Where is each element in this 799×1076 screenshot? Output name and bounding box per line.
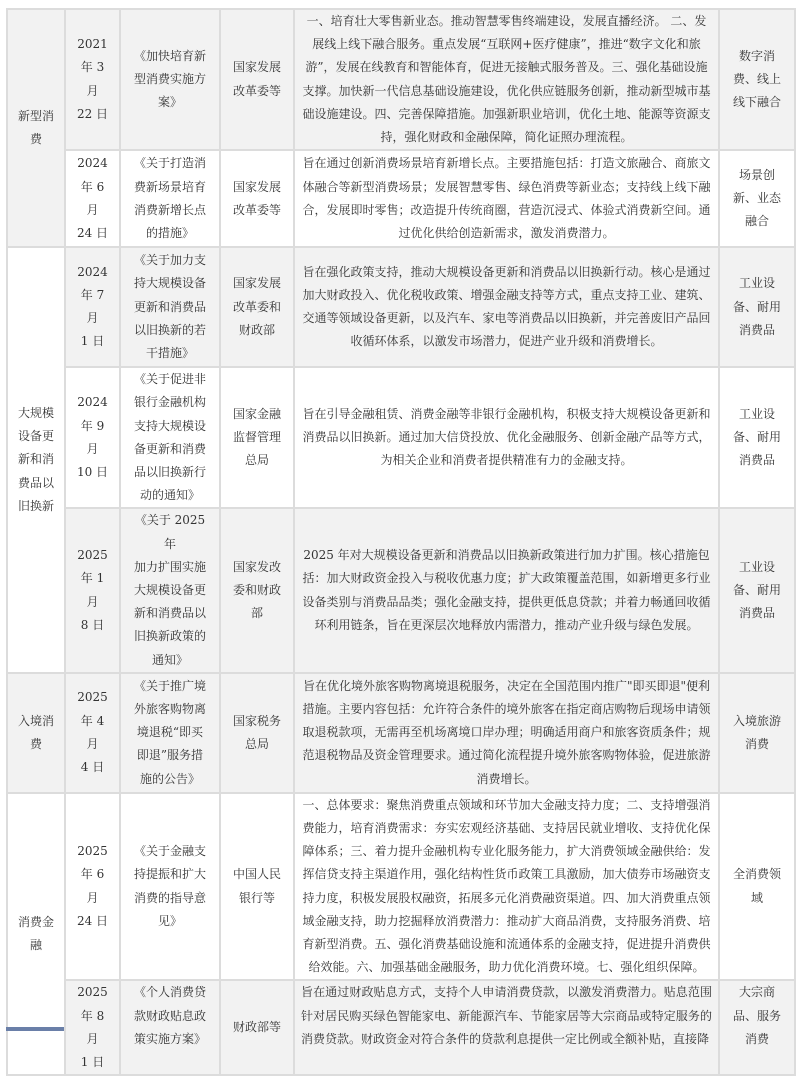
title-cell — [120, 9, 220, 150]
issuer-text: 部 — [250, 606, 263, 621]
title-text: 更新和消费品 — [133, 299, 206, 314]
table-row — [7, 980, 795, 1075]
title-text: 消费的指导意 — [133, 890, 206, 905]
title-text: 策实施方案》 — [133, 1031, 206, 1046]
table-row — [7, 793, 795, 981]
title-text: 消费新增长点 — [133, 202, 206, 217]
title-text: 型消费实施方 — [133, 72, 206, 86]
field-text: 大宗商 — [738, 985, 775, 1000]
content-cell: 一、培育壮大零售新业态。推动智慧零售终端建设，发展直播经济。 二、发展线上线下融合服务。重点发展“互联网+医疗健康”，推进“数字文化和旅游”，发展在线教育和智能体育，促进无接触式服务普及。三、强化基础设施支撑。加快新一代信息基础设施建设，优化供应链服务创新，推动新型城市基础设施建设。四、完善保障措施。加强新职业培训，优化土地、能源等资源支持，强化财政和金融保障，简化证照办理流程。 — [294, 9, 719, 150]
title-text: 款财政贴息政 — [133, 1008, 206, 1023]
date-text: 年 6 月 — [80, 867, 105, 905]
title-text: 《关于 2025 年 — [134, 513, 206, 551]
issuer-text: 国家发改 — [232, 559, 281, 574]
title-text: 案》 — [157, 95, 182, 110]
title-text: 施的公告》 — [139, 771, 200, 786]
content-cell: 一、总体要求：聚焦消费重点领域和环节加大金融支持力度；二、支持增强消费能力，培育消费需求：夯实宏观经济基础、支持居民就业增收、支持优化保障体系；三、着力提升金融机构专业化服务能力，扩大消费领域金融供给：发挥信贷支持主渠道作用，强化结构性货币政策工具激励，加大债券市场融资支持力度，积极发展股权融资，拓展多元化消费融资渠道。四、加大消费重点领域金融支持，助力挖掘释放消费潜力：推动扩大商品消费，支持服务消费、培育新型消费。五、强化消费基础设施和流通体系的金融支持，促进提升消费供给效能。六、加强基础金融服务，助力优化消费环境。七、强化组织保障。 — [294, 793, 719, 981]
content-cell: 旨在通过创新消费场景培育新增长点。主要措施包括：打造文旅融合、商旅文体融合等新型消费场景；发展智慧零售、绿色消费等新业态；支持线上线下融合，发展即时零售；改造提升传统商圈，营造沉浸式、体验式消费新空间。通过优化供给创造新需求，激发消费潜力。 — [294, 150, 719, 247]
field-text: 全消费领 — [732, 867, 781, 882]
issuer-text: 国家发展 — [232, 179, 281, 194]
issuer-text: 总局 — [244, 736, 269, 751]
title-text: 大规模设备更 — [133, 583, 206, 598]
title-text: 通知》 — [151, 652, 188, 667]
field-cell — [719, 247, 795, 367]
date-cell — [65, 980, 120, 1075]
field-cell — [719, 980, 795, 1075]
field-text: 消费 — [744, 1031, 769, 1046]
date-text: 4 日 — [80, 760, 105, 775]
policy-table — [6, 8, 796, 1076]
title-text: 《关于推广境 — [133, 678, 206, 693]
date-cell — [65, 793, 120, 981]
issuer-text: 国家发展 — [232, 276, 281, 291]
date-text: 2021 — [77, 37, 108, 52]
field-cell — [719, 367, 795, 508]
title-cell — [120, 793, 220, 981]
field-text: 工业设 — [738, 276, 775, 291]
table-row — [7, 150, 795, 247]
issuer-text: 改革委等 — [232, 202, 281, 217]
field-text: 工业设 — [738, 559, 775, 574]
table-row — [7, 673, 795, 793]
issuer-text: 国家税务 — [232, 713, 281, 728]
table-row — [7, 9, 795, 150]
field-cell — [719, 9, 795, 150]
title-text: 费新场景培育 — [133, 179, 206, 194]
title-text: 银行金融机构 — [133, 395, 206, 410]
issuer-text: 改革委和 — [232, 299, 281, 314]
title-cell — [120, 508, 220, 672]
date-text: 22 日 — [76, 106, 109, 121]
issuer-cell — [220, 247, 294, 367]
field-cell — [719, 793, 795, 981]
title-text: 《加快培育新 — [133, 48, 206, 63]
title-text: 加力扩围实施 — [133, 559, 206, 574]
date-text: 2025 — [77, 985, 108, 1000]
field-text: 工业设 — [738, 407, 775, 422]
date-text: 2024 — [77, 264, 108, 279]
title-text: 即退”服务措 — [136, 748, 204, 763]
category-cell — [7, 247, 65, 673]
title-text: 持大规模设备 — [133, 276, 206, 291]
date-text: 2024 — [77, 395, 108, 410]
table-row — [7, 247, 795, 367]
field-text: 消费品 — [738, 606, 775, 621]
issuer-text: 财政部等 — [232, 1020, 281, 1035]
content-cell: 旨在优化境外旅客购物离境退税服务，决定在全国范围内推广"即买即退"便利措施。主要内容包括：允许符合条件的境外旅客在指定商店购物后现场申请领取退税款项，无需再至机场离境口岸办理；明确适用商户和旅客资质条件；规范退税物品及资金管理要求。通过简化流程提升境外旅客购物体验，促进旅游消费增长。 — [294, 673, 719, 793]
title-text: 《个人消费贷 — [133, 985, 206, 1000]
date-text: 2025 — [77, 690, 108, 705]
issuer-text: 监督管理 — [232, 430, 281, 445]
field-text: 备、耐用 — [732, 583, 781, 598]
title-text: 旧换新政策的 — [133, 629, 206, 644]
title-text: 以旧换新的若 — [133, 322, 206, 337]
field-text: 域 — [750, 890, 763, 905]
title-cell — [120, 150, 220, 247]
field-text: 消费品 — [738, 453, 775, 468]
field-text: 费、线上 — [732, 72, 781, 86]
title-text: 备更新和消费 — [133, 441, 206, 456]
date-text: 24 日 — [76, 913, 109, 928]
date-text: 年 9 月 — [80, 418, 105, 456]
title-text: 外旅客购物离 — [133, 702, 206, 717]
issuer-text: 中国人民 — [232, 867, 281, 882]
table-row — [7, 367, 795, 508]
title-text: 干措施》 — [145, 346, 194, 361]
title-text: 《关于促进非 — [133, 372, 206, 387]
category-text: 旧换新 — [17, 498, 54, 513]
issuer-cell — [220, 673, 294, 793]
content-cell: 旨在通过财政贴息方式，支持个人申请消费贷款，以激发消费潜力。贴息范围针对居民购买绿色智能家电、新能源汽车、节能家居等大宗商品或特定服务的消费贷款。财政资金对符合条件的贷款利息提供一定比例或全额补贴，直接降 — [294, 980, 719, 1075]
date-text: 10 日 — [76, 465, 109, 480]
date-cell — [65, 247, 120, 367]
category-text: 新和消 — [17, 452, 54, 467]
title-cell — [120, 367, 220, 508]
date-text: 年 6 月 — [80, 179, 105, 217]
category-text: 新型消 — [17, 108, 54, 123]
issuer-text: 国家金融 — [232, 407, 281, 422]
issuer-cell — [220, 980, 294, 1075]
table-row — [7, 508, 795, 672]
date-text: 年 8 月 — [80, 1008, 105, 1046]
date-text: 年 3 月 — [80, 60, 105, 98]
field-text: 备、耐用 — [732, 430, 781, 445]
field-cell — [719, 508, 795, 672]
field-text: 融合 — [744, 214, 769, 229]
category-text: 设备更 — [17, 429, 54, 444]
issuer-cell — [220, 508, 294, 672]
field-cell — [719, 673, 795, 793]
category-text: 大规模 — [17, 406, 54, 421]
policy-table-container — [6, 8, 794, 1076]
category-cell — [7, 793, 65, 1075]
field-text: 消费 — [744, 736, 769, 751]
title-cell — [120, 247, 220, 367]
field-text: 线下融合 — [732, 95, 781, 110]
category-cell — [7, 673, 65, 793]
title-text: 《关于加力支 — [133, 253, 206, 268]
date-text: 1 日 — [80, 334, 105, 349]
title-text: 的措施》 — [145, 225, 194, 240]
category-text: 费品以 — [17, 475, 54, 490]
date-cell — [65, 150, 120, 247]
field-text: 数字消 — [738, 48, 775, 63]
content-cell: 旨在强化政策支持，推动大规模设备更新和消费品以旧换新行动。核心是通过加大财政投入、优化税收政策、增强金融支持等方式，重点支持工业、建筑、交通等领域设备更新，以及汽车、家电等消费品以旧换新，并完善废旧产品回收循环体系，以激发市场潜力，促进产业升级和消费增长。 — [294, 247, 719, 367]
date-text: 8 日 — [80, 617, 105, 632]
content-cell: 旨在引导金融租赁、消费金融等非银行金融机构，积极支持大规模设备更新和消费品以旧换新。通过加大信贷投放、优化金融服务、创新金融产品等方式，为相关企业和消费者提供精准有力的金融支持。 — [294, 367, 719, 508]
field-text: 新、业态 — [732, 191, 781, 206]
bottom-accent-bar — [6, 1027, 64, 1031]
field-cell — [719, 150, 795, 247]
title-text: 《关于打造消 — [133, 156, 206, 171]
title-text: 支持大规模设 — [133, 418, 206, 433]
title-cell — [120, 673, 220, 793]
date-text: 2024 — [77, 156, 108, 171]
field-text: 入境旅游 — [732, 713, 781, 728]
category-text: 入境消 — [17, 713, 54, 728]
date-text: 年 7 月 — [80, 288, 105, 326]
date-text: 2025 — [77, 844, 108, 859]
title-text: 持提振和扩大 — [133, 867, 206, 882]
category-text: 费 — [29, 736, 42, 751]
title-text: 境退税“即买 — [136, 725, 204, 740]
content-cell: 2025 年对大规模设备更新和消费品以旧换新政策进行加力扩围。核心措施包括：加大财政资金投入与税收优惠力度；扩大政策覆盖范围，如新增更多行业设备类别与消费品品类；强化金融支持，提供更低息贷款；并着力畅通回收循环利用链条，旨在更深层次地释放内需潜力，推动产业升级与绿色发展。 — [294, 508, 719, 672]
title-text: 动的通知》 — [139, 488, 200, 503]
date-text: 年 1 月 — [80, 571, 105, 609]
title-text: 见》 — [157, 913, 182, 928]
title-cell — [120, 980, 220, 1075]
issuer-text: 总局 — [244, 453, 269, 468]
issuer-cell — [220, 367, 294, 508]
title-text: 《关于金融支 — [133, 844, 206, 859]
field-text: 品、服务 — [732, 1008, 781, 1023]
date-cell — [65, 367, 120, 508]
issuer-text: 银行等 — [238, 890, 275, 905]
category-text: 消费金 — [17, 914, 54, 929]
date-text: 24 日 — [76, 225, 109, 240]
date-cell — [65, 508, 120, 672]
field-text: 备、耐用 — [732, 299, 781, 314]
date-text: 1 日 — [80, 1055, 105, 1070]
issuer-text: 国家发展 — [232, 60, 281, 75]
date-text: 年 4 月 — [80, 713, 105, 751]
issuer-cell — [220, 793, 294, 981]
date-cell — [65, 9, 120, 150]
title-text: 品以旧换新行 — [133, 465, 206, 480]
title-text: 新和消费品以 — [133, 606, 206, 621]
issuer-text: 改革委等 — [232, 83, 281, 98]
issuer-text: 财政部 — [238, 322, 275, 337]
category-cell — [7, 9, 65, 247]
date-text: 2025 — [77, 548, 108, 563]
category-text: 融 — [29, 938, 42, 953]
field-text: 场景创 — [738, 167, 775, 182]
field-text: 消费品 — [738, 322, 775, 337]
category-text: 费 — [29, 132, 42, 147]
date-cell — [65, 673, 120, 793]
issuer-text: 委和财政 — [232, 583, 281, 598]
issuer-cell — [220, 9, 294, 150]
issuer-cell — [220, 150, 294, 247]
